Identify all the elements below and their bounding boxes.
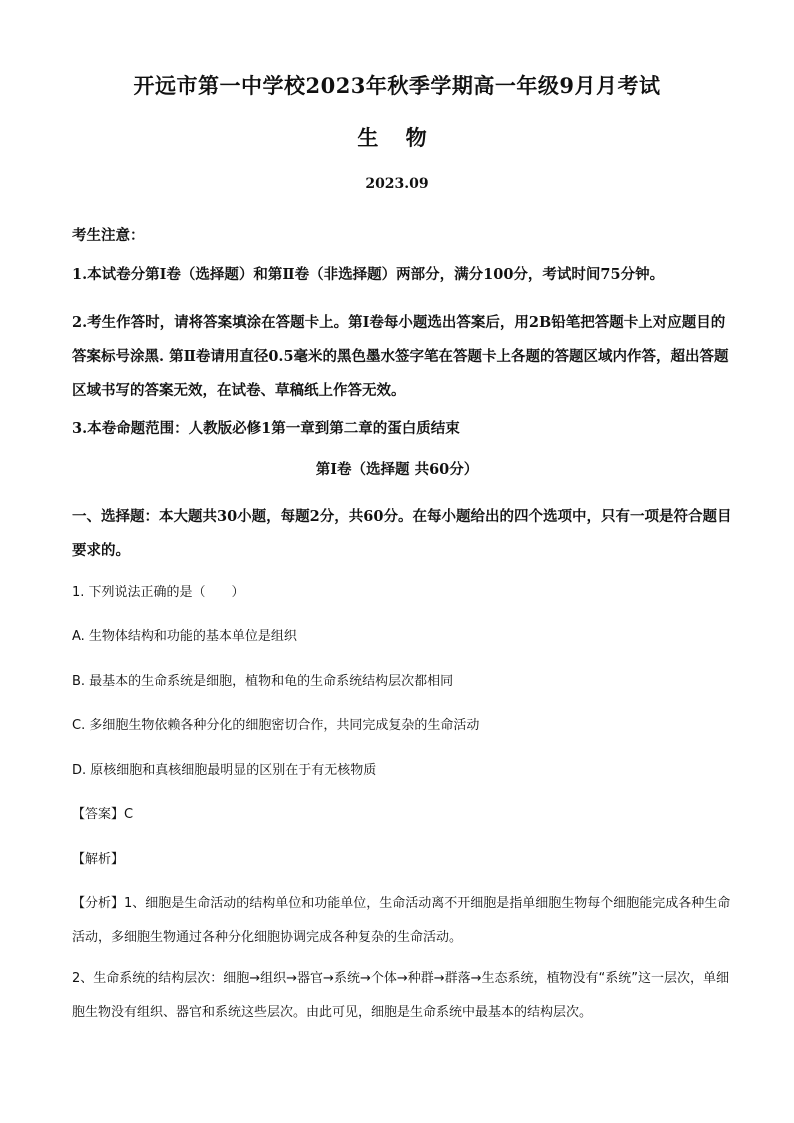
notice-item-1: 1.本试卷分第Ⅰ卷（选择题）和第Ⅱ卷（非选择题）两部分，满分100分，考试时间75分钟。	[72, 266, 665, 283]
option-d: D. 原核细胞和真核细胞最明显的区别在于有无核物质	[72, 763, 377, 778]
fenxi-label: 【分析】	[72, 896, 125, 911]
notice-item-3: 3.本卷命题范围：人教版必修1第一章到第二章的蛋白质结束	[72, 420, 460, 437]
analysis-paragraph-2: 2、生命系统的结构层次：细胞→组织→器官→系统→个体→种群→群落→生态系统，植物没有“系统”这一层次，单细胞生物没有组织、器官和系统这些层次。由此可见，细胞是生命系统中最基本的结构层次。	[72, 971, 729, 1020]
option-a: A. 生物体结构和功能的基本单位是组织	[72, 629, 297, 644]
answer-label: 【答案】	[72, 807, 125, 822]
answer-line	[72, 798, 732, 832]
notice-item-2: 2.考生作答时，请将答案填涂在答题卡上。第Ⅰ卷每小题选出答案后，用2B铅笔把答题卡上对应题目的答案标号涂黑. 第Ⅱ卷请用直径0.5毫米的黑色墨水签字笔在答题卡上各题的答题区域内作答，超出答题区域书写的答案无效，在试卷、草稿纸上作答无效。	[72, 314, 729, 399]
exam-title: 开远市第一中学校2023年秋季学期高一年级9月月考试	[133, 73, 661, 98]
part-1-title: 第Ⅰ卷（选择题 共60分）	[315, 461, 479, 478]
analysis-paragraph-1	[72, 887, 732, 955]
answer-value: C	[124, 807, 134, 822]
section-instructions: 一、选择题：本大题共30小题，每题2分，共60分。在每小题给出的四个选项中，只有一项是符合题目要求的。	[72, 508, 732, 559]
question-1-stem: 1. 下列说法正确的是（ ）	[72, 585, 245, 600]
subject-title: 生 物	[357, 125, 437, 150]
fenxi-text: 1、细胞是生命活动的结构单位和功能单位，生命活动离不开细胞是指单细胞生物每个细胞能完成各种生命活动，多细胞生物通过各种分化细胞协调完成各种复杂的生命活动。	[72, 896, 731, 945]
exam-date: 2023.09	[365, 176, 429, 192]
notice-heading: 考生注意：	[72, 227, 145, 244]
option-c: C. 多细胞生物依赖各种分化的细胞密切合作，共同完成复杂的生命活动	[72, 718, 480, 733]
analysis-label: 【解析】	[72, 852, 125, 867]
option-b: B. 最基本的生命系统是细胞，植物和龟的生命系统结构层次都相同	[72, 674, 454, 689]
